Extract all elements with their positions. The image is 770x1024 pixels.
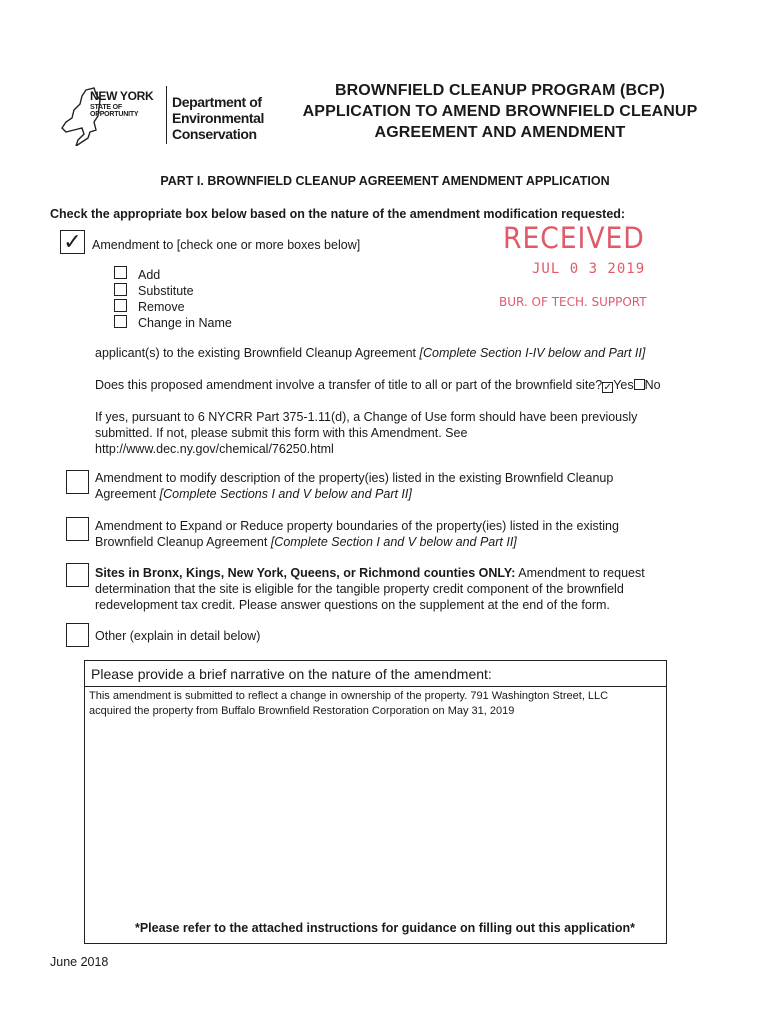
page-title	[276, 80, 724, 143]
amend-applicants-checkbox[interactable]	[60, 230, 85, 254]
dept-line: Department of	[172, 94, 262, 110]
sites-bronx-bold: Sites in Bronx, Kings, New York, Queens, or Richmond counties ONLY:	[95, 566, 516, 580]
received-stamp: RECEIVED	[503, 221, 645, 255]
modify-description-text: Agreement	[95, 487, 160, 501]
narrative-answer-line: This amendment is submitted to reflect a change in ownership of the property. 791 Washington Street, LLC	[89, 690, 609, 702]
if-yes-line: submitted. If not, please submit this form with this Amendment. See	[95, 426, 468, 440]
narrative-answer[interactable]	[89, 689, 659, 719]
sites-bronx-line: redevelopment tax credit. Please answer questions on the supplement at the end of the form.	[95, 598, 610, 612]
transfer-question-row	[95, 377, 661, 393]
remove-checkbox[interactable]	[114, 299, 127, 312]
dept-line: Environmental	[172, 110, 265, 126]
checkmark-icon: ✓	[63, 229, 82, 254]
instruction-text: Check the appropriate box below based on the nature of the amendment modification requested:	[50, 207, 626, 221]
other-label: Other (explain in detail below)	[95, 629, 261, 643]
title-line: APPLICATION TO AMEND BROWNFIELD CLEANUP	[302, 103, 698, 120]
sites-bronx-line	[95, 565, 645, 581]
transfer-no-label: No	[644, 378, 661, 392]
nys-dec-logo	[60, 86, 270, 148]
substitute-checkbox[interactable]	[114, 283, 127, 296]
if-yes-line: If yes, pursuant to 6 NYCRR Part 375-1.11(d), a Change of Use form should have been previously	[95, 410, 638, 424]
title-line: AGREEMENT AND AMENDMENT	[374, 124, 626, 141]
change-of-use-link[interactable]: http://www.dec.ny.gov/chemical/76250.html	[95, 442, 334, 456]
sites-bronx-rest: Amendment to request	[515, 566, 645, 580]
ny-logo-sub-line: STATE OF	[90, 104, 122, 111]
modify-description-label	[95, 470, 613, 502]
ny-logo-sub	[90, 104, 138, 118]
transfer-yes-label: Yes	[613, 378, 634, 392]
transfer-question: Does this proposed amendment involve a transfer of title to all or part of the brownfield site?	[95, 378, 603, 392]
modify-description-note: [Complete Sections I and V below and Part II]	[159, 487, 412, 501]
narrative-divider	[85, 686, 666, 687]
part-title: PART I. BROWNFIELD CLEANUP AGREEMENT AMENDMENT APPLICATION	[160, 174, 610, 188]
department-name	[172, 94, 264, 142]
modify-description-checkbox[interactable]	[66, 470, 89, 494]
modify-description-line: Amendment to modify description of the property(ies) listed in the existing Brownfield Cleanup	[95, 471, 614, 485]
amend-applicants-label: Amendment to [check one or more boxes below]	[92, 238, 361, 252]
add-checkbox[interactable]	[114, 266, 127, 279]
narrative-question: Please provide a brief narrative on the nature of the amendment:	[91, 666, 492, 682]
transfer-no-checkbox[interactable]	[634, 379, 645, 390]
add-label: Add	[138, 268, 161, 282]
expand-reduce-checkbox[interactable]	[66, 517, 89, 541]
title-line: BROWNFIELD CLEANUP PROGRAM (BCP)	[334, 82, 665, 99]
other-checkbox[interactable]	[66, 623, 89, 647]
ny-logo-sub-line: OPPORTUNITY	[90, 111, 139, 118]
expand-reduce-label	[95, 518, 619, 550]
logo-divider	[166, 86, 167, 144]
sites-bronx-line: determination that the site is eligible for the tangible property credit component of the brownfield	[95, 582, 624, 596]
applicants-text-main: applicant(s) to the existing Brownfield Cleanup Agreement	[95, 346, 420, 360]
remove-label: Remove	[138, 300, 185, 314]
change-in-name-checkbox[interactable]	[114, 315, 127, 328]
modify-description-line	[95, 486, 613, 502]
expand-reduce-line: Amendment to Expand or Reduce property boundaries of the property(ies) listed in the existing	[95, 519, 619, 533]
transfer-yes-checkbox[interactable]	[602, 382, 613, 393]
expand-reduce-line	[95, 534, 619, 550]
narrative-box[interactable]	[84, 660, 667, 944]
dept-line: Conservation	[172, 126, 257, 142]
applicants-note: [Complete Section I-IV below and Part II]	[419, 346, 646, 360]
if-yes-text	[95, 409, 637, 457]
checkmark-icon: ✓	[603, 382, 612, 393]
change-in-name-label: Change in Name	[138, 316, 232, 330]
footer-note: *Please refer to the attached instructions for guidance on filling out this application*	[134, 921, 636, 935]
expand-reduce-note: [Complete Section I and V below and Part II]	[270, 535, 517, 549]
sites-bronx-label	[95, 565, 645, 613]
narrative-answer-line: acquired the property from Buffalo Brownfield Restoration Corporation on May 31, 2019	[89, 705, 515, 717]
form-date: June 2018	[50, 955, 109, 969]
received-stamp-office: BUR. OF TECH. SUPPORT	[499, 295, 647, 309]
ny-logo-text: NEW YORK	[90, 89, 154, 103]
sites-bronx-checkbox[interactable]	[66, 563, 89, 587]
substitute-label: Substitute	[138, 284, 194, 298]
expand-reduce-text: Brownfield Cleanup Agreement	[95, 535, 271, 549]
applicants-text	[95, 345, 645, 361]
received-stamp-date: JUL 0 3 2019	[532, 261, 646, 277]
